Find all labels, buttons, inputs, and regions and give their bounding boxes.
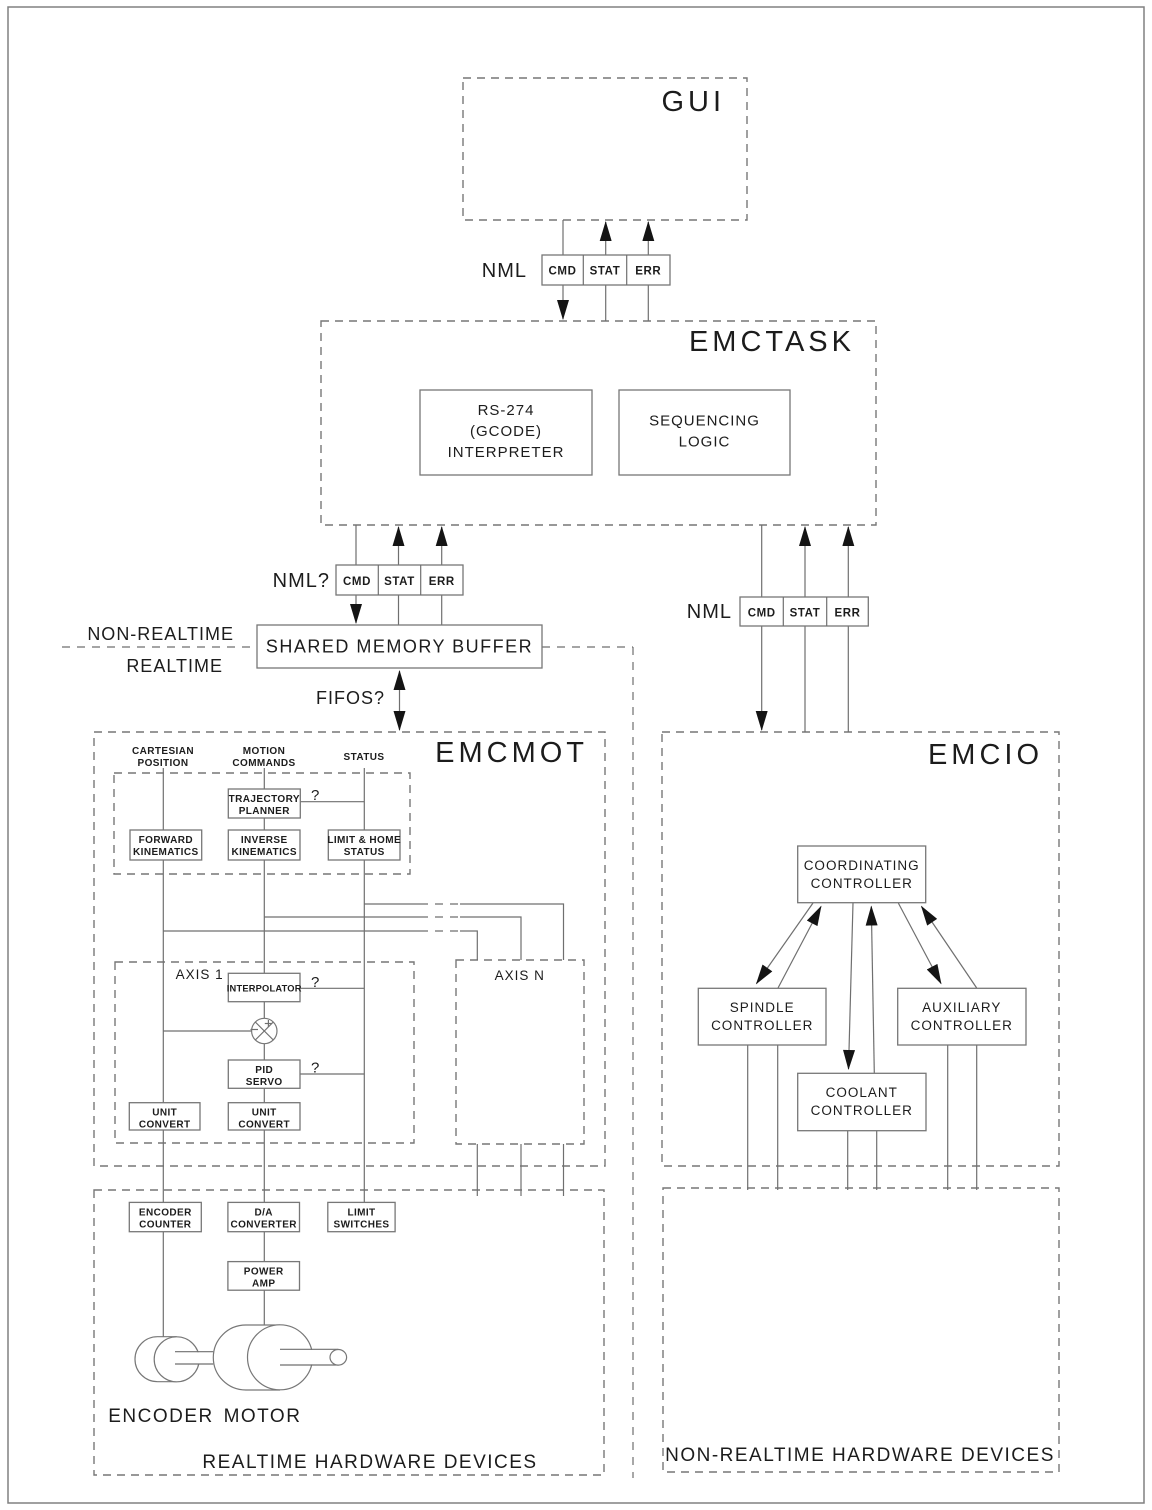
nml-gui-err: ERR bbox=[635, 265, 662, 278]
summing-junction bbox=[251, 1018, 278, 1043]
nml-io-stat: STAT bbox=[789, 607, 821, 620]
limit-switches-line2: SWITCHES bbox=[333, 1219, 390, 1231]
motion-label-1: MOTION bbox=[242, 746, 286, 757]
nml-gui-label: NML bbox=[481, 260, 527, 282]
nml-io-cmd: CMD bbox=[747, 607, 776, 620]
nonrealtime-hardware-box bbox=[663, 1188, 1059, 1472]
forward-kin-line1: FORWARD bbox=[138, 835, 193, 846]
coordinating-controller-box bbox=[798, 846, 926, 903]
unit-convert-left-line2: CONVERT bbox=[138, 1119, 191, 1131]
interpreter-line3: INTERPRETER bbox=[447, 444, 565, 461]
power-amp-line2: AMP bbox=[251, 1278, 276, 1290]
unit-convert-mid-line1: UNIT bbox=[251, 1107, 277, 1119]
nml-mot-label: NML? bbox=[272, 570, 330, 592]
nml-io-err: ERR bbox=[834, 607, 861, 620]
status-label: STATUS bbox=[343, 752, 385, 763]
cartesian-label-1: CARTESIAN bbox=[132, 746, 194, 757]
encoder-motor-drawing bbox=[135, 1325, 347, 1390]
coolant-line1: COOLANT bbox=[825, 1085, 898, 1100]
encoder-counter-line1: ENCODER bbox=[138, 1207, 192, 1219]
encoder-counter-line2: COUNTER bbox=[139, 1219, 192, 1231]
emcio-title: EMCIO bbox=[927, 739, 1043, 771]
axisn-box bbox=[456, 960, 584, 1144]
status-crossline-drop bbox=[460, 904, 564, 960]
inverse-kin-line1: INVERSE bbox=[240, 835, 288, 846]
interpreter-line1: RS-274 bbox=[477, 402, 535, 419]
sequencing-line2: LOGIC bbox=[678, 433, 731, 451]
nml-gui-stat: STAT bbox=[589, 265, 621, 278]
spindle-line2: CONTROLLER bbox=[711, 1018, 814, 1033]
emcmot-title: EMCMOT bbox=[435, 737, 588, 769]
nml-mot-cmd: CMD bbox=[343, 576, 371, 588]
cc-to-coolant-arrow bbox=[849, 903, 854, 1069]
interpolator-qmark: ? bbox=[311, 974, 320, 991]
coordinating-line2: CONTROLLER bbox=[810, 876, 913, 891]
sequencing-line1: SEQUENCING bbox=[649, 412, 760, 430]
cartesian-crossline-drop bbox=[460, 931, 477, 960]
trajectory-line1: TRAJECTORY bbox=[228, 794, 300, 805]
unit-convert-left-line1: UNIT bbox=[152, 1107, 178, 1119]
coolant-controller-box bbox=[798, 1073, 926, 1130]
divider-above-label: NON-REALTIME bbox=[87, 624, 234, 644]
da-converter-line1: D/A bbox=[254, 1207, 273, 1219]
trajectory-line2: PLANNER bbox=[238, 806, 290, 817]
motor-shaft-end bbox=[330, 1350, 347, 1366]
interpreter-line2: (GCODE) bbox=[470, 423, 542, 440]
pid-qmark: ? bbox=[311, 1059, 320, 1077]
shared-memory-buffer-label: SHARED MEMORY BUFFER bbox=[265, 636, 534, 657]
nonrealtime-hardware-label: NON-REALTIME HARDWARE DEVICES bbox=[665, 1445, 1055, 1466]
spindle-controller-box bbox=[698, 988, 826, 1045]
limit-switches-line1: LIMIT bbox=[347, 1207, 376, 1219]
cartesian-label-2: POSITION bbox=[137, 758, 189, 769]
nml-mot-stat: STAT bbox=[384, 576, 415, 588]
encoder-shaft-fill bbox=[175, 1352, 213, 1363]
pid-line1: PID bbox=[255, 1065, 274, 1076]
motor-label: MOTOR bbox=[223, 1406, 302, 1427]
axisn-label: AXIS N bbox=[494, 968, 545, 983]
connector-lines bbox=[163, 220, 976, 1337]
encoder-label: ENCODER bbox=[108, 1406, 214, 1427]
auxiliary-controller-box bbox=[898, 988, 1026, 1045]
realtime-hardware-label: REALTIME HARDWARE DEVICES bbox=[202, 1452, 538, 1473]
trajectory-qmark: ? bbox=[311, 787, 320, 804]
spindle-line1: SPINDLE bbox=[729, 1000, 795, 1015]
auxiliary-line1: AUXILIARY bbox=[922, 1000, 1002, 1015]
limit-home-line1: LIMIT & HOME bbox=[327, 835, 402, 846]
emcmot-box bbox=[94, 732, 605, 1166]
pid-line2: SERVO bbox=[245, 1077, 283, 1088]
cc-to-spindle-arrow bbox=[757, 903, 814, 984]
cc-to-auxiliary-arrow bbox=[898, 903, 941, 984]
sequencing-box bbox=[619, 390, 790, 475]
inverse-kin-line2: KINEMATICS bbox=[231, 847, 297, 858]
coolant-line2: CONTROLLER bbox=[810, 1103, 913, 1118]
auxiliary-line2: CONTROLLER bbox=[910, 1018, 1013, 1033]
forward-kin-line2: KINEMATICS bbox=[133, 847, 199, 858]
nml-mot-err: ERR bbox=[428, 576, 455, 588]
nml-io-label: NML bbox=[686, 601, 732, 623]
gui-title: GUI bbox=[661, 86, 725, 118]
limit-home-line2: STATUS bbox=[343, 847, 385, 858]
interpolator-label: INTERPOLATOR bbox=[226, 983, 302, 994]
axis1-label: AXIS 1 bbox=[175, 967, 224, 982]
da-converter-line2: CONVERTER bbox=[230, 1219, 297, 1231]
emctask-title: EMCTASK bbox=[688, 326, 855, 358]
motion-crossline-drop bbox=[460, 917, 521, 960]
coordinating-line1: COORDINATING bbox=[803, 858, 920, 873]
auxiliary-to-cc-arrow bbox=[922, 907, 977, 989]
nml-gui-cmd: CMD bbox=[548, 265, 577, 278]
realtime-hardware-box bbox=[94, 1190, 604, 1475]
motion-label-2: COMMANDS bbox=[232, 758, 296, 769]
motor-shaft-fill bbox=[278, 1350, 338, 1365]
power-amp-line1: POWER bbox=[243, 1266, 284, 1278]
divider-below-label: REALTIME bbox=[126, 656, 223, 676]
unit-convert-mid-line2: CONVERT bbox=[238, 1119, 291, 1131]
coolant-to-cc-arrow bbox=[871, 907, 874, 1074]
spindle-to-cc-arrow bbox=[778, 907, 821, 989]
fifos-label: FIFOS? bbox=[315, 688, 385, 708]
